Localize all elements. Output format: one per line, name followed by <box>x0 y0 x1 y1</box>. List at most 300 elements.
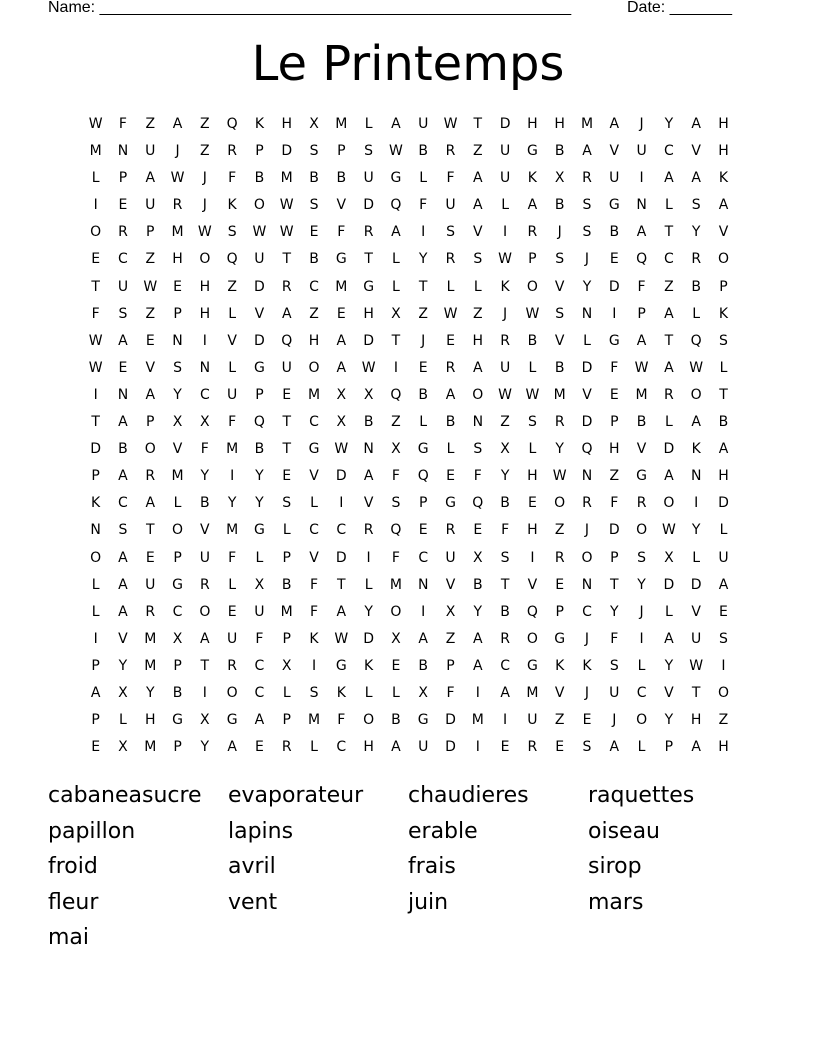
grid-cell[interactable]: H <box>718 468 729 485</box>
grid-cell[interactable]: R <box>582 170 592 187</box>
grid-cell[interactable]: L <box>719 522 728 539</box>
grid-cell[interactable]: Z <box>391 414 401 431</box>
grid-cell[interactable]: A <box>391 739 401 756</box>
grid-cell[interactable]: J <box>584 251 590 268</box>
grid-cell[interactable]: H <box>308 332 320 349</box>
grid-cell[interactable]: E <box>609 251 619 268</box>
grid-cell[interactable]: V <box>554 684 565 701</box>
grid-cell[interactable]: S <box>609 657 619 674</box>
grid-cell[interactable]: Q <box>253 414 265 431</box>
grid-cell[interactable]: D <box>718 495 729 512</box>
grid-cell[interactable]: V <box>554 278 565 295</box>
grid-cell[interactable]: A <box>718 441 729 458</box>
grid-cell[interactable]: H <box>281 116 292 132</box>
grid-cell[interactable]: A <box>664 468 674 485</box>
grid-cell[interactable]: I <box>421 603 426 620</box>
grid-cell[interactable]: Z <box>473 305 483 322</box>
grid-cell[interactable]: W <box>552 468 567 485</box>
grid-cell[interactable]: S <box>364 143 374 160</box>
grid-cell[interactable]: U <box>145 576 156 593</box>
grid-cell[interactable]: A <box>473 630 483 647</box>
grid-cell[interactable]: A <box>718 576 729 593</box>
grid-cell[interactable]: X <box>363 386 374 403</box>
grid-cell[interactable]: S <box>555 305 565 322</box>
grid-cell[interactable]: B <box>527 332 538 349</box>
grid-cell[interactable]: A <box>200 630 210 647</box>
grid-cell[interactable]: X <box>118 684 128 701</box>
grid-cell[interactable]: H <box>472 332 484 349</box>
grid-cell[interactable]: W <box>634 359 649 376</box>
grid-cell[interactable]: C <box>336 739 347 756</box>
grid-cell[interactable]: U <box>199 549 210 566</box>
grid-cell[interactable]: M <box>553 386 566 403</box>
grid-cell[interactable]: E <box>282 468 292 485</box>
grid-cell[interactable]: Y <box>664 657 674 674</box>
grid-cell[interactable]: Z <box>309 305 319 322</box>
grid-cell[interactable]: H <box>554 116 565 132</box>
grid-cell[interactable]: M <box>144 739 157 756</box>
grid-cell[interactable]: A <box>363 468 374 485</box>
grid-cell[interactable]: L <box>364 576 373 593</box>
grid-cell[interactable]: A <box>473 170 483 187</box>
grid-cell[interactable]: M <box>144 630 157 647</box>
grid-cell[interactable]: V <box>336 197 347 214</box>
grid-cell[interactable]: B <box>554 143 565 160</box>
grid-cell[interactable]: A <box>664 359 674 376</box>
grid-cell[interactable]: Q <box>526 603 538 620</box>
grid-cell[interactable]: E <box>473 522 483 539</box>
grid-cell[interactable]: A <box>145 386 156 403</box>
grid-cell[interactable]: Y <box>664 116 674 132</box>
grid-cell[interactable]: L <box>228 359 237 376</box>
grid-cell[interactable]: S <box>582 739 592 756</box>
grid-cell[interactable]: L <box>719 359 728 376</box>
grid-cell[interactable]: B <box>254 170 265 187</box>
grid-cell[interactable]: V <box>691 143 701 160</box>
grid-cell[interactable]: W <box>498 251 513 268</box>
grid-cell[interactable]: H <box>718 739 729 756</box>
grid-cell[interactable]: J <box>202 197 207 214</box>
grid-cell[interactable]: E <box>446 468 455 485</box>
grid-cell[interactable]: V <box>145 359 156 376</box>
grid-cell[interactable]: A <box>90 684 101 701</box>
grid-cell[interactable]: Z <box>473 143 483 160</box>
grid-cell[interactable]: Y <box>610 603 619 620</box>
grid-cell[interactable]: W <box>525 305 540 322</box>
grid-cell[interactable]: G <box>172 712 183 729</box>
grid-cell[interactable]: S <box>227 224 237 241</box>
grid-cell[interactable]: J <box>557 224 562 241</box>
grid-cell[interactable]: A <box>118 332 128 349</box>
grid-cell[interactable]: E <box>255 739 264 756</box>
grid-cell[interactable]: S <box>173 359 182 376</box>
grid-cell[interactable]: U <box>718 549 729 566</box>
grid-cell[interactable]: I <box>694 495 699 512</box>
grid-cell[interactable]: A <box>336 332 347 349</box>
grid-cell[interactable]: O <box>717 684 729 701</box>
grid-cell[interactable]: R <box>363 522 374 539</box>
grid-cell[interactable]: A <box>145 495 156 512</box>
grid-cell[interactable]: B <box>309 170 319 187</box>
grid-cell[interactable]: H <box>172 251 183 268</box>
grid-cell[interactable]: I <box>230 468 235 485</box>
grid-cell[interactable]: C <box>309 414 319 431</box>
grid-cell[interactable]: L <box>364 684 373 701</box>
grid-cell[interactable]: U <box>445 549 456 566</box>
grid-cell[interactable]: G <box>417 441 429 458</box>
grid-cell[interactable]: T <box>364 251 373 268</box>
grid-cell[interactable]: A <box>664 630 674 647</box>
grid-cell[interactable]: P <box>255 386 264 403</box>
grid-cell[interactable]: E <box>91 739 101 756</box>
grid-cell[interactable]: P <box>173 305 182 322</box>
grid-cell[interactable]: H <box>609 441 620 458</box>
grid-cell[interactable]: I <box>475 739 480 756</box>
grid-cell[interactable]: U <box>499 170 511 187</box>
grid-cell[interactable]: P <box>173 657 182 674</box>
grid-cell[interactable]: I <box>93 197 98 214</box>
grid-cell[interactable]: H <box>199 305 211 322</box>
grid-cell[interactable]: C <box>418 549 429 566</box>
grid-cell[interactable]: E <box>609 386 619 403</box>
grid-cell[interactable]: V <box>363 495 374 512</box>
grid-cell[interactable]: L <box>692 305 701 322</box>
grid-cell[interactable]: A <box>691 739 701 756</box>
grid-cell[interactable]: Z <box>145 116 156 132</box>
grid-cell[interactable]: V <box>200 522 210 539</box>
grid-cell[interactable]: M <box>307 712 321 729</box>
grid-cell[interactable]: R <box>445 251 456 268</box>
grid-cell[interactable]: P <box>91 468 100 485</box>
grid-cell[interactable]: T <box>664 224 674 241</box>
grid-cell[interactable]: F <box>473 468 482 485</box>
grid-cell[interactable]: N <box>636 197 647 214</box>
grid-cell[interactable]: D <box>663 441 675 458</box>
grid-cell[interactable]: H <box>718 116 729 132</box>
grid-cell[interactable]: W <box>334 441 349 458</box>
grid-cell[interactable]: B <box>391 712 401 729</box>
grid-cell[interactable]: D <box>608 278 620 295</box>
grid-cell[interactable]: X <box>473 549 483 566</box>
grid-cell[interactable]: M <box>471 712 484 729</box>
grid-cell[interactable]: X <box>281 657 292 674</box>
grid-cell[interactable]: B <box>445 414 456 431</box>
grid-cell[interactable]: G <box>254 359 265 376</box>
grid-cell[interactable]: A <box>336 603 347 620</box>
grid-cell[interactable]: O <box>172 522 184 539</box>
grid-cell[interactable]: W <box>252 224 267 241</box>
grid-cell[interactable]: W <box>88 116 103 132</box>
grid-cell[interactable]: D <box>445 712 456 729</box>
grid-cell[interactable]: G <box>226 712 238 729</box>
grid-cell[interactable]: A <box>718 197 729 214</box>
grid-cell[interactable]: V <box>691 603 701 620</box>
grid-cell[interactable]: A <box>500 684 510 701</box>
grid-cell[interactable]: P <box>91 712 100 729</box>
grid-cell[interactable]: U <box>418 739 429 756</box>
grid-cell[interactable]: E <box>446 332 455 349</box>
grid-cell[interactable]: A <box>664 305 674 322</box>
grid-cell[interactable]: E <box>527 495 537 512</box>
grid-cell[interactable]: L <box>119 712 127 729</box>
grid-cell[interactable]: Y <box>364 603 373 620</box>
grid-cell[interactable]: E <box>418 359 428 376</box>
grid-cell[interactable]: V <box>445 576 456 593</box>
grid-cell[interactable]: A <box>281 305 292 322</box>
grid-cell[interactable]: M <box>635 386 648 403</box>
grid-cell[interactable]: K <box>227 197 237 214</box>
grid-cell[interactable]: I <box>393 359 398 376</box>
grid-cell[interactable]: P <box>255 143 264 160</box>
grid-cell[interactable]: T <box>500 576 510 593</box>
grid-cell[interactable]: A <box>118 576 128 593</box>
grid-cell[interactable]: E <box>91 251 101 268</box>
grid-cell[interactable]: C <box>254 684 265 701</box>
grid-cell[interactable]: M <box>389 576 402 593</box>
grid-cell[interactable]: S <box>446 224 455 241</box>
grid-cell[interactable]: L <box>282 684 291 701</box>
grid-cell[interactable]: X <box>391 441 401 458</box>
grid-cell[interactable]: I <box>202 684 207 701</box>
grid-cell[interactable]: G <box>335 657 347 674</box>
grid-cell[interactable]: P <box>719 278 728 295</box>
grid-cell[interactable]: C <box>118 251 128 268</box>
grid-cell[interactable]: S <box>719 630 728 647</box>
grid-cell[interactable]: C <box>309 522 319 539</box>
grid-cell[interactable]: R <box>664 386 674 403</box>
grid-cell[interactable]: N <box>581 576 593 593</box>
grid-cell[interactable]: E <box>173 278 182 295</box>
grid-cell[interactable]: P <box>610 414 619 431</box>
grid-cell[interactable]: X <box>309 116 319 132</box>
grid-cell[interactable]: Y <box>582 278 592 295</box>
grid-cell[interactable]: H <box>363 305 374 322</box>
grid-cell[interactable]: O <box>717 251 729 268</box>
grid-cell[interactable]: X <box>418 684 428 701</box>
grid-cell[interactable]: V <box>718 224 729 241</box>
grid-cell[interactable]: I <box>475 684 480 701</box>
grid-cell[interactable]: F <box>228 414 237 431</box>
grid-cell[interactable]: E <box>336 305 346 322</box>
grid-cell[interactable]: Z <box>609 468 620 485</box>
grid-cell[interactable]: I <box>503 712 508 729</box>
grid-cell[interactable]: J <box>584 522 590 539</box>
grid-cell[interactable]: E <box>555 576 565 593</box>
grid-cell[interactable]: L <box>228 305 237 322</box>
grid-cell[interactable]: B <box>554 359 565 376</box>
grid-cell[interactable]: B <box>172 684 183 701</box>
grid-cell[interactable]: F <box>228 170 237 187</box>
grid-cell[interactable]: U <box>145 143 156 160</box>
grid-cell[interactable]: P <box>282 549 291 566</box>
grid-cell[interactable]: V <box>227 332 237 349</box>
grid-cell[interactable]: U <box>418 116 429 132</box>
grid-cell[interactable]: Y <box>173 386 182 403</box>
grid-cell[interactable]: L <box>91 170 100 187</box>
grid-cell[interactable]: L <box>419 170 428 187</box>
grid-cell[interactable]: I <box>339 495 344 512</box>
grid-cell[interactable]: A <box>636 332 647 349</box>
grid-cell[interactable]: G <box>417 712 429 729</box>
grid-cell[interactable]: M <box>280 170 293 187</box>
grid-cell[interactable]: F <box>501 522 510 539</box>
grid-cell[interactable]: P <box>282 712 291 729</box>
grid-cell[interactable]: F <box>118 116 127 132</box>
grid-cell[interactable]: K <box>718 305 729 322</box>
grid-cell[interactable]: H <box>718 143 729 160</box>
grid-cell[interactable]: N <box>117 386 129 403</box>
grid-cell[interactable]: W <box>279 197 294 214</box>
grid-cell[interactable]: G <box>172 576 183 593</box>
grid-cell[interactable]: D <box>499 116 511 132</box>
grid-cell[interactable]: G <box>526 143 538 160</box>
grid-cell[interactable]: B <box>309 251 319 268</box>
grid-cell[interactable]: O <box>144 441 156 458</box>
grid-cell[interactable]: I <box>93 386 98 403</box>
grid-cell[interactable]: P <box>146 414 155 431</box>
grid-cell[interactable]: A <box>609 739 620 756</box>
grid-cell[interactable]: L <box>173 495 182 512</box>
grid-cell[interactable]: S <box>527 414 537 431</box>
grid-cell[interactable]: P <box>91 657 100 674</box>
grid-cell[interactable]: W <box>525 386 540 403</box>
grid-cell[interactable]: B <box>200 495 210 512</box>
grid-cell[interactable]: G <box>445 495 456 512</box>
grid-cell[interactable]: X <box>445 603 456 620</box>
grid-cell[interactable]: F <box>337 712 346 729</box>
grid-cell[interactable]: L <box>528 359 537 376</box>
grid-cell[interactable]: Q <box>581 441 593 458</box>
grid-cell[interactable]: Z <box>554 712 565 729</box>
grid-cell[interactable]: C <box>663 143 674 160</box>
grid-cell[interactable]: W <box>443 116 458 132</box>
grid-cell[interactable]: D <box>254 278 265 295</box>
grid-cell[interactable]: Q <box>390 522 402 539</box>
grid-cell[interactable]: V <box>636 441 647 458</box>
grid-cell[interactable]: Y <box>555 441 564 458</box>
grid-cell[interactable]: L <box>528 441 537 458</box>
grid-cell[interactable]: B <box>609 224 620 241</box>
grid-cell[interactable]: D <box>363 332 374 349</box>
grid-cell[interactable]: V <box>309 468 319 485</box>
grid-cell[interactable]: P <box>173 739 182 756</box>
grid-cell[interactable]: F <box>446 170 455 187</box>
grid-cell[interactable]: G <box>308 441 320 458</box>
grid-cell[interactable]: E <box>719 603 728 620</box>
grid-cell[interactable]: W <box>170 170 185 187</box>
grid-cell[interactable]: O <box>226 684 238 701</box>
grid-cell[interactable]: D <box>363 197 374 214</box>
grid-cell[interactable]: D <box>663 576 675 593</box>
grid-cell[interactable]: M <box>335 116 348 132</box>
grid-cell[interactable]: M <box>89 143 102 160</box>
grid-cell[interactable]: A <box>418 630 428 647</box>
grid-cell[interactable]: N <box>172 332 183 349</box>
grid-cell[interactable]: A <box>254 712 265 729</box>
grid-cell[interactable]: F <box>91 305 100 322</box>
grid-cell[interactable]: O <box>90 549 102 566</box>
grid-cell[interactable]: O <box>636 712 648 729</box>
grid-cell[interactable]: I <box>366 549 371 566</box>
grid-cell[interactable]: C <box>172 603 183 620</box>
grid-cell[interactable]: P <box>146 224 155 241</box>
grid-cell[interactable]: R <box>636 495 647 512</box>
grid-cell[interactable]: V <box>118 630 128 647</box>
grid-cell[interactable]: Z <box>718 712 729 729</box>
grid-cell[interactable]: V <box>609 143 620 160</box>
grid-cell[interactable]: F <box>446 684 455 701</box>
grid-cell[interactable]: M <box>280 603 293 620</box>
grid-cell[interactable]: S <box>118 522 128 539</box>
grid-cell[interactable]: I <box>612 305 617 322</box>
grid-cell[interactable]: X <box>172 414 183 431</box>
grid-cell[interactable]: A <box>118 468 128 485</box>
grid-cell[interactable]: U <box>499 143 511 160</box>
grid-cell[interactable]: U <box>636 143 647 160</box>
grid-cell[interactable]: O <box>636 522 648 539</box>
grid-cell[interactable]: W <box>361 359 376 376</box>
grid-cell[interactable]: A <box>391 116 401 132</box>
grid-cell[interactable]: O <box>308 359 320 376</box>
grid-cell[interactable]: Q <box>636 251 648 268</box>
grid-cell[interactable]: L <box>91 603 100 620</box>
grid-cell[interactable]: M <box>526 684 539 701</box>
grid-cell[interactable]: W <box>279 224 294 241</box>
grid-cell[interactable]: F <box>309 603 319 620</box>
grid-cell[interactable]: S <box>473 441 483 458</box>
grid-cell[interactable]: B <box>500 603 510 620</box>
grid-cell[interactable]: G <box>335 251 347 268</box>
grid-cell[interactable]: F <box>337 224 346 241</box>
grid-cell[interactable]: Y <box>500 468 510 485</box>
grid-cell[interactable]: Y <box>227 495 237 512</box>
grid-cell[interactable]: Z <box>227 278 237 295</box>
grid-cell[interactable]: X <box>664 549 674 566</box>
grid-cell[interactable]: R <box>199 576 210 593</box>
grid-cell[interactable]: E <box>227 603 237 620</box>
grid-cell[interactable]: M <box>580 116 594 132</box>
grid-cell[interactable]: I <box>721 657 726 674</box>
grid-cell[interactable]: R <box>145 603 156 620</box>
grid-cell[interactable]: T <box>200 657 210 674</box>
grid-cell[interactable]: G <box>636 468 648 485</box>
grid-cell[interactable]: X <box>554 170 565 187</box>
grid-cell[interactable]: U <box>609 684 620 701</box>
grid-cell[interactable]: S <box>118 305 128 322</box>
grid-cell[interactable]: H <box>199 278 211 295</box>
grid-cell[interactable]: T <box>473 116 483 132</box>
grid-cell[interactable]: R <box>227 657 237 674</box>
grid-cell[interactable]: X <box>391 630 401 647</box>
grid-cell[interactable]: O <box>199 603 211 620</box>
grid-cell[interactable]: W <box>88 332 103 349</box>
grid-cell[interactable]: U <box>227 386 238 403</box>
grid-cell[interactable]: S <box>555 251 565 268</box>
grid-cell[interactable]: A <box>172 116 183 132</box>
grid-cell[interactable]: T <box>719 386 728 403</box>
grid-cell[interactable]: S <box>719 332 728 349</box>
grid-cell[interactable]: A <box>582 143 592 160</box>
grid-cell[interactable]: T <box>282 441 291 458</box>
grid-cell[interactable]: V <box>309 549 319 566</box>
grid-cell[interactable]: V <box>473 224 483 241</box>
grid-cell[interactable]: K <box>718 170 729 187</box>
grid-cell[interactable]: L <box>637 657 646 674</box>
grid-cell[interactable]: N <box>117 143 129 160</box>
grid-cell[interactable]: T <box>391 332 401 349</box>
grid-cell[interactable]: H <box>527 116 538 132</box>
grid-cell[interactable]: X <box>172 630 183 647</box>
